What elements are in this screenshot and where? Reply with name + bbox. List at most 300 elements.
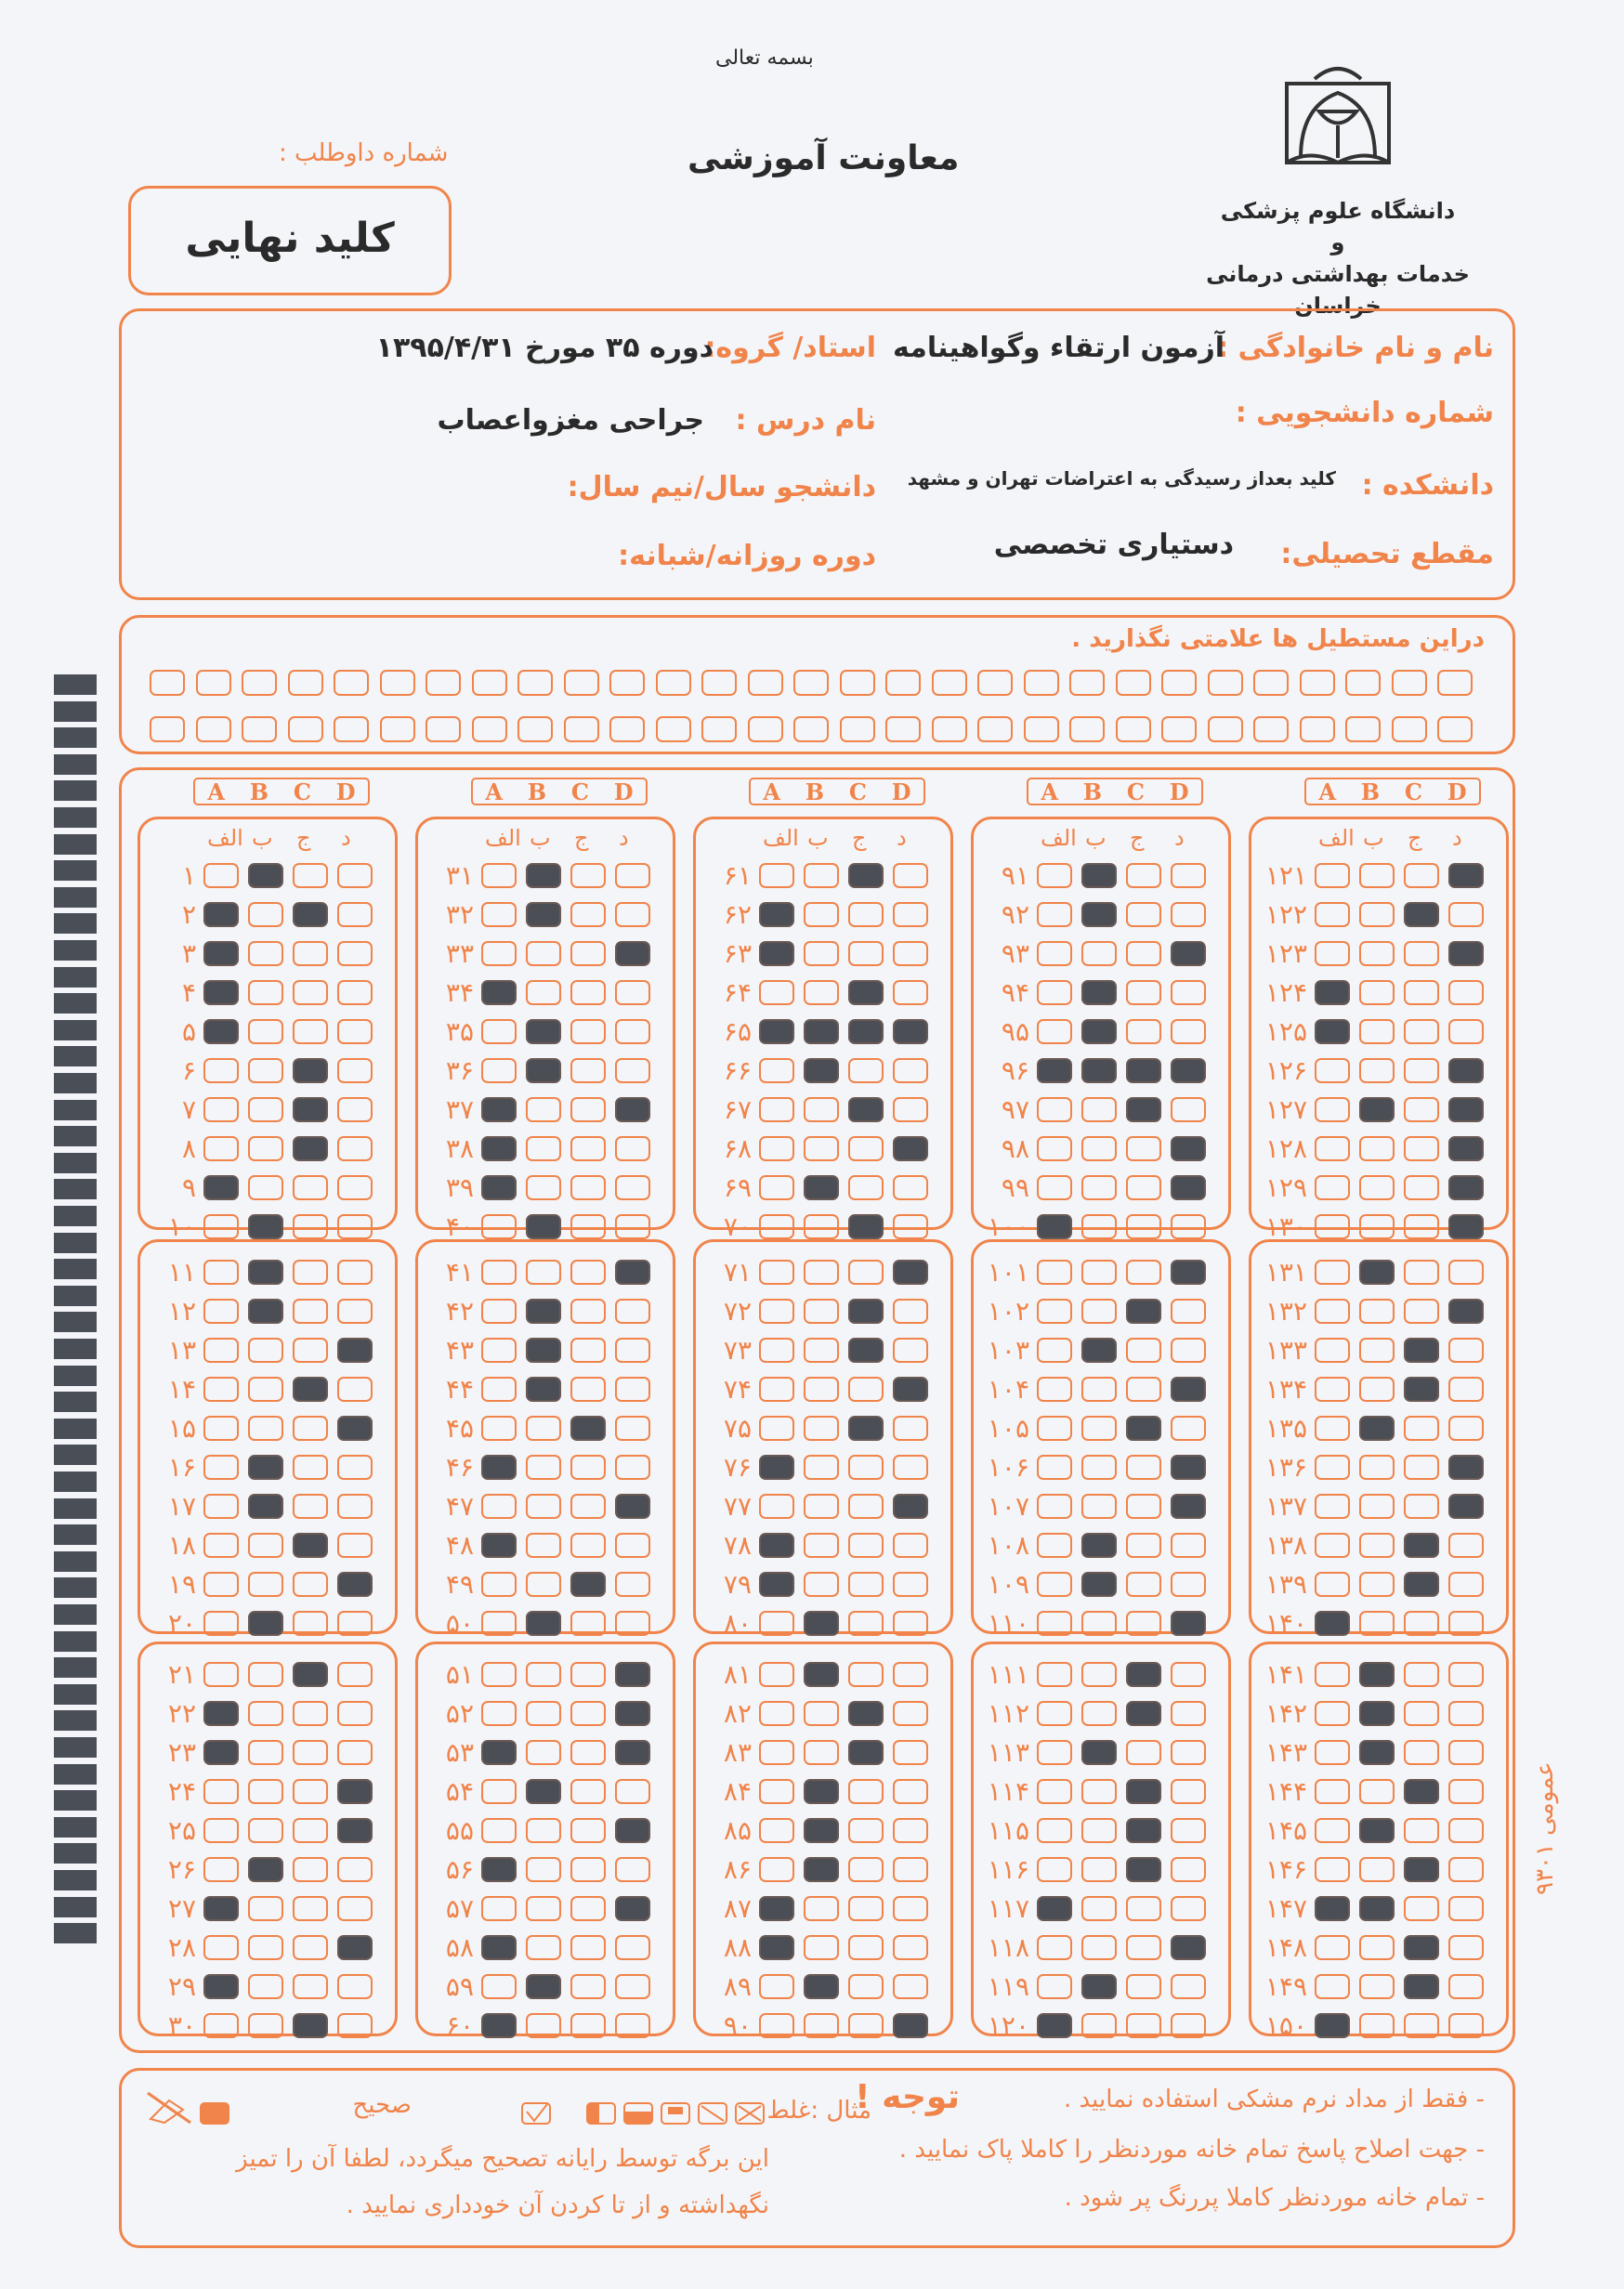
answer-bubble-c[interactable] bbox=[1126, 1214, 1161, 1239]
answer-bubble-c[interactable] bbox=[293, 1779, 328, 1804]
answer-bubble-b[interactable] bbox=[1081, 1175, 1117, 1200]
answer-bubble-c[interactable] bbox=[1126, 1260, 1161, 1285]
answer-bubble-a[interactable] bbox=[1037, 1175, 1072, 1200]
answer-bubble-a[interactable] bbox=[1037, 1338, 1072, 1363]
answer-bubble-c[interactable] bbox=[1404, 941, 1439, 966]
answer-bubble-a[interactable] bbox=[481, 1299, 517, 1324]
answer-bubble-b[interactable] bbox=[804, 1136, 839, 1161]
answer-bubble-c[interactable] bbox=[1126, 1455, 1161, 1480]
answer-bubble-c[interactable] bbox=[293, 1377, 328, 1402]
answer-bubble-b[interactable] bbox=[1359, 1214, 1395, 1239]
answer-bubble-d[interactable] bbox=[615, 1097, 650, 1122]
answer-bubble-c[interactable] bbox=[848, 1572, 884, 1597]
answer-bubble-a[interactable] bbox=[1037, 1377, 1072, 1402]
answer-bubble-d[interactable] bbox=[337, 1533, 373, 1558]
answer-bubble-c[interactable] bbox=[848, 863, 884, 888]
answer-bubble-a[interactable] bbox=[1037, 1214, 1072, 1239]
answer-bubble-a[interactable] bbox=[759, 1857, 794, 1882]
answer-bubble-c[interactable] bbox=[1404, 1533, 1439, 1558]
answer-bubble-c[interactable] bbox=[1126, 1611, 1161, 1636]
answer-bubble-d[interactable] bbox=[615, 1779, 650, 1804]
answer-bubble-a[interactable] bbox=[759, 1974, 794, 1999]
answer-bubble-d[interactable] bbox=[893, 863, 928, 888]
answer-bubble-b[interactable] bbox=[804, 1896, 839, 1921]
answer-bubble-a[interactable] bbox=[203, 1533, 239, 1558]
answer-bubble-c[interactable] bbox=[570, 1299, 606, 1324]
answer-bubble-b[interactable] bbox=[1081, 1377, 1117, 1402]
answer-bubble-c[interactable] bbox=[570, 1455, 606, 1480]
answer-bubble-d[interactable] bbox=[337, 1136, 373, 1161]
answer-bubble-a[interactable] bbox=[1315, 1701, 1350, 1726]
answer-bubble-b[interactable] bbox=[804, 863, 839, 888]
answer-bubble-d[interactable] bbox=[893, 1019, 928, 1044]
answer-bubble-d[interactable] bbox=[337, 1214, 373, 1239]
answer-bubble-b[interactable] bbox=[526, 1740, 561, 1765]
answer-bubble-b[interactable] bbox=[1359, 902, 1395, 927]
answer-bubble-d[interactable] bbox=[893, 1611, 928, 1636]
answer-bubble-d[interactable] bbox=[893, 2013, 928, 2038]
answer-bubble-d[interactable] bbox=[893, 1136, 928, 1161]
answer-bubble-d[interactable] bbox=[1171, 1299, 1206, 1324]
answer-bubble-c[interactable] bbox=[848, 1175, 884, 1200]
answer-bubble-a[interactable] bbox=[1315, 1572, 1350, 1597]
answer-bubble-a[interactable] bbox=[1037, 1818, 1072, 1843]
answer-bubble-a[interactable] bbox=[759, 1260, 794, 1285]
answer-bubble-c[interactable] bbox=[1126, 1019, 1161, 1044]
answer-bubble-c[interactable] bbox=[848, 1935, 884, 1960]
answer-bubble-c[interactable] bbox=[848, 1260, 884, 1285]
answer-bubble-c[interactable] bbox=[1126, 1779, 1161, 1804]
answer-bubble-d[interactable] bbox=[893, 1857, 928, 1882]
answer-bubble-c[interactable] bbox=[570, 902, 606, 927]
answer-bubble-c[interactable] bbox=[1404, 2013, 1439, 2038]
answer-bubble-a[interactable] bbox=[759, 1175, 794, 1200]
answer-bubble-c[interactable] bbox=[848, 1377, 884, 1402]
answer-bubble-b[interactable] bbox=[1081, 1019, 1117, 1044]
answer-bubble-c[interactable] bbox=[570, 2013, 606, 2038]
answer-bubble-b[interactable] bbox=[1081, 1416, 1117, 1441]
answer-bubble-c[interactable] bbox=[570, 1175, 606, 1200]
answer-bubble-c[interactable] bbox=[1404, 1455, 1439, 1480]
answer-bubble-a[interactable] bbox=[1037, 1572, 1072, 1597]
answer-bubble-b[interactable] bbox=[804, 2013, 839, 2038]
answer-bubble-c[interactable] bbox=[1404, 1857, 1439, 1882]
answer-bubble-b[interactable] bbox=[804, 1260, 839, 1285]
answer-bubble-b[interactable] bbox=[1359, 1260, 1395, 1285]
answer-bubble-a[interactable] bbox=[481, 1662, 517, 1687]
answer-bubble-b[interactable] bbox=[526, 1299, 561, 1324]
answer-bubble-b[interactable] bbox=[248, 1662, 283, 1687]
answer-bubble-a[interactable] bbox=[1037, 1779, 1072, 1804]
answer-bubble-b[interactable] bbox=[1081, 1214, 1117, 1239]
answer-bubble-b[interactable] bbox=[1081, 1701, 1117, 1726]
answer-bubble-c[interactable] bbox=[1404, 1338, 1439, 1363]
answer-bubble-c[interactable] bbox=[848, 1214, 884, 1239]
answer-bubble-a[interactable] bbox=[481, 1175, 517, 1200]
answer-bubble-b[interactable] bbox=[1081, 1896, 1117, 1921]
answer-bubble-a[interactable] bbox=[1315, 1533, 1350, 1558]
answer-bubble-c[interactable] bbox=[1126, 1740, 1161, 1765]
answer-bubble-d[interactable] bbox=[893, 1455, 928, 1480]
answer-bubble-a[interactable] bbox=[1315, 1974, 1350, 1999]
answer-bubble-b[interactable] bbox=[1081, 980, 1117, 1005]
answer-bubble-a[interactable] bbox=[759, 1214, 794, 1239]
answer-bubble-a[interactable] bbox=[481, 980, 517, 1005]
answer-bubble-c[interactable] bbox=[293, 1974, 328, 1999]
answer-bubble-c[interactable] bbox=[1126, 1662, 1161, 1687]
answer-bubble-c[interactable] bbox=[1404, 1701, 1439, 1726]
answer-bubble-c[interactable] bbox=[848, 1818, 884, 1843]
answer-bubble-a[interactable] bbox=[1037, 1097, 1072, 1122]
answer-bubble-b[interactable] bbox=[248, 1494, 283, 1519]
answer-bubble-d[interactable] bbox=[337, 1338, 373, 1363]
answer-bubble-c[interactable] bbox=[1126, 1701, 1161, 1726]
answer-bubble-a[interactable] bbox=[203, 1338, 239, 1363]
answer-bubble-b[interactable] bbox=[804, 1857, 839, 1882]
answer-bubble-a[interactable] bbox=[1315, 1214, 1350, 1239]
answer-bubble-d[interactable] bbox=[1171, 1019, 1206, 1044]
answer-bubble-b[interactable] bbox=[526, 1572, 561, 1597]
answer-bubble-c[interactable] bbox=[293, 1214, 328, 1239]
answer-bubble-a[interactable] bbox=[759, 1818, 794, 1843]
answer-bubble-b[interactable] bbox=[248, 1935, 283, 1960]
answer-bubble-a[interactable] bbox=[1037, 1533, 1072, 1558]
answer-bubble-d[interactable] bbox=[1448, 1299, 1484, 1324]
answer-bubble-d[interactable] bbox=[893, 1935, 928, 1960]
answer-bubble-b[interactable] bbox=[804, 1662, 839, 1687]
answer-bubble-c[interactable] bbox=[293, 1338, 328, 1363]
answer-bubble-a[interactable] bbox=[759, 1416, 794, 1441]
answer-bubble-c[interactable] bbox=[848, 1662, 884, 1687]
answer-bubble-b[interactable] bbox=[804, 1338, 839, 1363]
answer-bubble-a[interactable] bbox=[203, 1214, 239, 1239]
answer-bubble-a[interactable] bbox=[1315, 1779, 1350, 1804]
answer-bubble-d[interactable] bbox=[1448, 1136, 1484, 1161]
answer-bubble-c[interactable] bbox=[848, 941, 884, 966]
answer-bubble-a[interactable] bbox=[1315, 1935, 1350, 1960]
answer-bubble-c[interactable] bbox=[570, 1338, 606, 1363]
answer-bubble-d[interactable] bbox=[893, 1572, 928, 1597]
answer-bubble-b[interactable] bbox=[248, 1416, 283, 1441]
answer-bubble-c[interactable] bbox=[570, 1377, 606, 1402]
answer-bubble-d[interactable] bbox=[615, 1611, 650, 1636]
answer-bubble-c[interactable] bbox=[293, 1857, 328, 1882]
answer-bubble-d[interactable] bbox=[337, 1019, 373, 1044]
answer-bubble-a[interactable] bbox=[1315, 1175, 1350, 1200]
answer-bubble-a[interactable] bbox=[759, 1019, 794, 1044]
answer-bubble-a[interactable] bbox=[481, 2013, 517, 2038]
answer-bubble-a[interactable] bbox=[481, 1455, 517, 1480]
answer-bubble-a[interactable] bbox=[1037, 1935, 1072, 1960]
answer-bubble-d[interactable] bbox=[337, 1779, 373, 1804]
answer-bubble-a[interactable] bbox=[481, 941, 517, 966]
answer-bubble-b[interactable] bbox=[804, 1701, 839, 1726]
answer-bubble-c[interactable] bbox=[848, 1974, 884, 1999]
answer-bubble-c[interactable] bbox=[1404, 863, 1439, 888]
answer-bubble-d[interactable] bbox=[1171, 1857, 1206, 1882]
answer-bubble-a[interactable] bbox=[759, 863, 794, 888]
answer-bubble-d[interactable] bbox=[1448, 1779, 1484, 1804]
answer-bubble-a[interactable] bbox=[1037, 1260, 1072, 1285]
answer-bubble-b[interactable] bbox=[1359, 1338, 1395, 1363]
answer-bubble-c[interactable] bbox=[1126, 2013, 1161, 2038]
answer-bubble-d[interactable] bbox=[615, 1136, 650, 1161]
answer-bubble-d[interactable] bbox=[1448, 1058, 1484, 1083]
answer-bubble-d[interactable] bbox=[1448, 1097, 1484, 1122]
answer-bubble-d[interactable] bbox=[337, 1974, 373, 1999]
answer-bubble-d[interactable] bbox=[615, 1260, 650, 1285]
answer-bubble-b[interactable] bbox=[248, 1701, 283, 1726]
answer-bubble-d[interactable] bbox=[1448, 1494, 1484, 1519]
answer-bubble-d[interactable] bbox=[615, 1701, 650, 1726]
answer-bubble-d[interactable] bbox=[893, 1097, 928, 1122]
answer-bubble-a[interactable] bbox=[1037, 980, 1072, 1005]
answer-bubble-a[interactable] bbox=[759, 1662, 794, 1687]
answer-bubble-c[interactable] bbox=[1404, 1662, 1439, 1687]
answer-bubble-b[interactable] bbox=[1081, 1779, 1117, 1804]
answer-bubble-c[interactable] bbox=[1404, 1175, 1439, 1200]
answer-bubble-b[interactable] bbox=[526, 1097, 561, 1122]
answer-bubble-b[interactable] bbox=[1081, 1611, 1117, 1636]
answer-bubble-d[interactable] bbox=[1448, 902, 1484, 927]
answer-bubble-a[interactable] bbox=[759, 1533, 794, 1558]
answer-bubble-d[interactable] bbox=[615, 1896, 650, 1921]
answer-bubble-a[interactable] bbox=[203, 1662, 239, 1687]
answer-bubble-d[interactable] bbox=[615, 1572, 650, 1597]
answer-bubble-a[interactable] bbox=[481, 1058, 517, 1083]
answer-bubble-b[interactable] bbox=[1081, 863, 1117, 888]
answer-bubble-a[interactable] bbox=[759, 1896, 794, 1921]
answer-bubble-a[interactable] bbox=[1037, 1455, 1072, 1480]
answer-bubble-b[interactable] bbox=[1081, 1935, 1117, 1960]
answer-bubble-d[interactable] bbox=[1448, 1572, 1484, 1597]
answer-bubble-c[interactable] bbox=[1404, 1214, 1439, 1239]
answer-bubble-d[interactable] bbox=[337, 2013, 373, 2038]
answer-bubble-a[interactable] bbox=[1037, 1662, 1072, 1687]
answer-bubble-a[interactable] bbox=[1037, 1974, 1072, 1999]
answer-bubble-d[interactable] bbox=[1448, 1935, 1484, 1960]
answer-bubble-d[interactable] bbox=[1171, 1779, 1206, 1804]
answer-bubble-d[interactable] bbox=[337, 1058, 373, 1083]
answer-bubble-b[interactable] bbox=[1359, 1662, 1395, 1687]
answer-bubble-c[interactable] bbox=[1126, 1377, 1161, 1402]
answer-bubble-d[interactable] bbox=[615, 1935, 650, 1960]
answer-bubble-a[interactable] bbox=[1037, 1058, 1072, 1083]
answer-bubble-a[interactable] bbox=[1037, 1896, 1072, 1921]
answer-bubble-c[interactable] bbox=[848, 902, 884, 927]
answer-bubble-a[interactable] bbox=[481, 1857, 517, 1882]
answer-bubble-d[interactable] bbox=[615, 1377, 650, 1402]
answer-bubble-a[interactable] bbox=[1037, 1611, 1072, 1636]
answer-bubble-b[interactable] bbox=[526, 863, 561, 888]
answer-bubble-a[interactable] bbox=[1315, 1611, 1350, 1636]
answer-bubble-a[interactable] bbox=[759, 1935, 794, 1960]
answer-bubble-c[interactable] bbox=[293, 1019, 328, 1044]
answer-bubble-c[interactable] bbox=[1404, 1416, 1439, 1441]
answer-bubble-b[interactable] bbox=[1359, 1533, 1395, 1558]
answer-bubble-c[interactable] bbox=[1404, 1818, 1439, 1843]
answer-bubble-d[interactable] bbox=[615, 1740, 650, 1765]
answer-bubble-c[interactable] bbox=[1404, 1779, 1439, 1804]
answer-bubble-a[interactable] bbox=[481, 1019, 517, 1044]
answer-bubble-c[interactable] bbox=[1404, 902, 1439, 927]
answer-bubble-c[interactable] bbox=[1126, 1857, 1161, 1882]
answer-bubble-a[interactable] bbox=[759, 2013, 794, 2038]
answer-bubble-b[interactable] bbox=[804, 1416, 839, 1441]
answer-bubble-a[interactable] bbox=[203, 1058, 239, 1083]
answer-bubble-a[interactable] bbox=[203, 1818, 239, 1843]
answer-bubble-c[interactable] bbox=[1126, 980, 1161, 1005]
answer-bubble-d[interactable] bbox=[337, 1611, 373, 1636]
answer-bubble-c[interactable] bbox=[848, 1097, 884, 1122]
answer-bubble-d[interactable] bbox=[337, 1701, 373, 1726]
answer-bubble-b[interactable] bbox=[248, 1896, 283, 1921]
answer-bubble-d[interactable] bbox=[1448, 1701, 1484, 1726]
answer-bubble-c[interactable] bbox=[848, 1416, 884, 1441]
answer-bubble-c[interactable] bbox=[1126, 941, 1161, 966]
answer-bubble-b[interactable] bbox=[804, 1019, 839, 1044]
answer-bubble-d[interactable] bbox=[615, 863, 650, 888]
answer-bubble-c[interactable] bbox=[848, 1299, 884, 1324]
answer-bubble-d[interactable] bbox=[1171, 1818, 1206, 1843]
answer-bubble-b[interactable] bbox=[526, 1779, 561, 1804]
answer-bubble-a[interactable] bbox=[203, 1377, 239, 1402]
answer-bubble-b[interactable] bbox=[1359, 1175, 1395, 1200]
answer-bubble-d[interactable] bbox=[337, 941, 373, 966]
answer-bubble-b[interactable] bbox=[804, 941, 839, 966]
answer-bubble-c[interactable] bbox=[1404, 1896, 1439, 1921]
answer-bubble-b[interactable] bbox=[1359, 941, 1395, 966]
answer-bubble-b[interactable] bbox=[526, 1455, 561, 1480]
answer-bubble-b[interactable] bbox=[1359, 1740, 1395, 1765]
answer-bubble-c[interactable] bbox=[1126, 1175, 1161, 1200]
answer-bubble-c[interactable] bbox=[1126, 902, 1161, 927]
answer-bubble-d[interactable] bbox=[337, 1175, 373, 1200]
answer-bubble-d[interactable] bbox=[337, 1740, 373, 1765]
answer-bubble-c[interactable] bbox=[848, 1701, 884, 1726]
answer-bubble-c[interactable] bbox=[848, 1896, 884, 1921]
answer-bubble-a[interactable] bbox=[481, 1416, 517, 1441]
answer-bubble-c[interactable] bbox=[570, 1058, 606, 1083]
answer-bubble-d[interactable] bbox=[893, 1377, 928, 1402]
answer-bubble-b[interactable] bbox=[248, 1175, 283, 1200]
answer-bubble-b[interactable] bbox=[526, 1019, 561, 1044]
answer-bubble-b[interactable] bbox=[248, 1740, 283, 1765]
answer-bubble-d[interactable] bbox=[893, 1533, 928, 1558]
answer-bubble-a[interactable] bbox=[203, 902, 239, 927]
answer-bubble-a[interactable] bbox=[203, 1136, 239, 1161]
answer-bubble-d[interactable] bbox=[1448, 1455, 1484, 1480]
answer-bubble-b[interactable] bbox=[804, 1740, 839, 1765]
answer-bubble-a[interactable] bbox=[1037, 1416, 1072, 1441]
answer-bubble-b[interactable] bbox=[526, 1175, 561, 1200]
answer-bubble-b[interactable] bbox=[1081, 1494, 1117, 1519]
answer-bubble-a[interactable] bbox=[481, 1611, 517, 1636]
answer-bubble-c[interactable] bbox=[293, 1701, 328, 1726]
answer-bubble-b[interactable] bbox=[526, 1974, 561, 1999]
answer-bubble-d[interactable] bbox=[337, 1455, 373, 1480]
answer-bubble-a[interactable] bbox=[1315, 863, 1350, 888]
answer-bubble-c[interactable] bbox=[293, 1740, 328, 1765]
answer-bubble-c[interactable] bbox=[1404, 1611, 1439, 1636]
answer-bubble-c[interactable] bbox=[1404, 1136, 1439, 1161]
answer-bubble-c[interactable] bbox=[293, 1494, 328, 1519]
answer-bubble-b[interactable] bbox=[1359, 1377, 1395, 1402]
answer-bubble-b[interactable] bbox=[804, 1494, 839, 1519]
answer-bubble-b[interactable] bbox=[526, 1338, 561, 1363]
answer-bubble-c[interactable] bbox=[1404, 980, 1439, 1005]
answer-bubble-d[interactable] bbox=[615, 1338, 650, 1363]
answer-bubble-d[interactable] bbox=[1171, 1455, 1206, 1480]
answer-bubble-a[interactable] bbox=[759, 1455, 794, 1480]
answer-bubble-a[interactable] bbox=[481, 902, 517, 927]
answer-bubble-a[interactable] bbox=[481, 863, 517, 888]
answer-bubble-d[interactable] bbox=[337, 1818, 373, 1843]
answer-bubble-d[interactable] bbox=[1171, 1533, 1206, 1558]
answer-bubble-d[interactable] bbox=[1171, 941, 1206, 966]
answer-bubble-b[interactable] bbox=[1359, 1019, 1395, 1044]
answer-bubble-b[interactable] bbox=[1081, 2013, 1117, 2038]
answer-bubble-d[interactable] bbox=[1448, 1662, 1484, 1687]
answer-bubble-a[interactable] bbox=[203, 1740, 239, 1765]
answer-bubble-d[interactable] bbox=[615, 1416, 650, 1441]
answer-bubble-d[interactable] bbox=[1448, 1857, 1484, 1882]
answer-bubble-b[interactable] bbox=[526, 1214, 561, 1239]
answer-bubble-d[interactable] bbox=[615, 1214, 650, 1239]
answer-bubble-b[interactable] bbox=[804, 902, 839, 927]
answer-bubble-b[interactable] bbox=[248, 1533, 283, 1558]
answer-bubble-b[interactable] bbox=[804, 1974, 839, 1999]
answer-bubble-d[interactable] bbox=[615, 1818, 650, 1843]
answer-bubble-a[interactable] bbox=[481, 1974, 517, 1999]
answer-bubble-d[interactable] bbox=[1171, 2013, 1206, 2038]
answer-bubble-c[interactable] bbox=[293, 1611, 328, 1636]
answer-bubble-a[interactable] bbox=[203, 1260, 239, 1285]
answer-bubble-a[interactable] bbox=[481, 1494, 517, 1519]
answer-bubble-d[interactable] bbox=[337, 1416, 373, 1441]
answer-bubble-a[interactable] bbox=[1037, 1299, 1072, 1324]
answer-bubble-c[interactable] bbox=[293, 863, 328, 888]
answer-bubble-b[interactable] bbox=[1081, 1662, 1117, 1687]
answer-bubble-c[interactable] bbox=[848, 1019, 884, 1044]
answer-bubble-b[interactable] bbox=[1081, 1097, 1117, 1122]
answer-bubble-d[interactable] bbox=[615, 1175, 650, 1200]
answer-bubble-b[interactable] bbox=[526, 1935, 561, 1960]
answer-bubble-b[interactable] bbox=[1081, 1572, 1117, 1597]
answer-bubble-d[interactable] bbox=[615, 902, 650, 927]
answer-bubble-a[interactable] bbox=[1315, 1494, 1350, 1519]
answer-bubble-c[interactable] bbox=[848, 1779, 884, 1804]
answer-bubble-d[interactable] bbox=[1448, 941, 1484, 966]
answer-bubble-a[interactable] bbox=[1315, 2013, 1350, 2038]
answer-bubble-b[interactable] bbox=[1359, 1974, 1395, 1999]
answer-bubble-a[interactable] bbox=[1037, 1019, 1072, 1044]
answer-bubble-a[interactable] bbox=[203, 1779, 239, 1804]
answer-bubble-a[interactable] bbox=[481, 1214, 517, 1239]
answer-bubble-c[interactable] bbox=[570, 1494, 606, 1519]
answer-bubble-a[interactable] bbox=[203, 1455, 239, 1480]
answer-bubble-d[interactable] bbox=[893, 1338, 928, 1363]
answer-bubble-a[interactable] bbox=[481, 1701, 517, 1726]
answer-bubble-a[interactable] bbox=[759, 1299, 794, 1324]
answer-bubble-c[interactable] bbox=[570, 1779, 606, 1804]
answer-bubble-a[interactable] bbox=[1315, 980, 1350, 1005]
answer-bubble-b[interactable] bbox=[248, 1818, 283, 1843]
answer-bubble-a[interactable] bbox=[1315, 1260, 1350, 1285]
answer-bubble-a[interactable] bbox=[203, 1572, 239, 1597]
answer-bubble-d[interactable] bbox=[615, 980, 650, 1005]
answer-bubble-d[interactable] bbox=[1448, 1740, 1484, 1765]
